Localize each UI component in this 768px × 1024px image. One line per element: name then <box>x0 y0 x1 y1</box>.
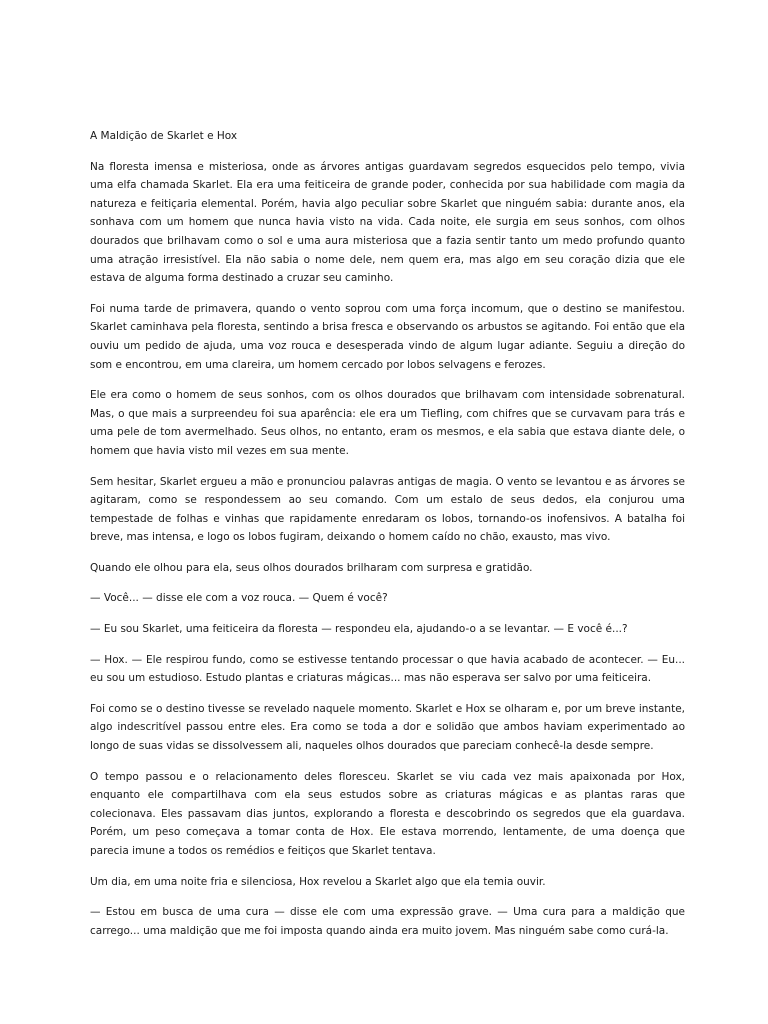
paragraph: Foi numa tarde de primavera, quando o vento soprou com uma força incomum, que o destino se manifestou. Skarlet caminhava pela floresta, sentindo a brisa fresca e observando os arbustos se agitando. Foi então que ela ouviu um pedido de ajuda, uma voz rouca e desesperada vindo de algum lugar adiante. Seguiu a direção do som e encontrou, em uma clareira, um homem cercado por lobos selvagens e ferozes. <box>90 302 685 371</box>
paragraph: Um dia, em uma noite fria e silenciosa, Hox revelou a Skarlet algo que ela temia ouvir. <box>90 875 546 888</box>
document-page <box>90 127 685 952</box>
paragraph: — Você... — disse ele com a voz rouca. — Quem é você? <box>90 592 388 605</box>
paragraph: — Eu sou Skarlet, uma feiticeira da floresta — respondeu ela, ajudando-o a se levantar. — E você é...? <box>90 623 628 636</box>
paragraph: Na floresta imensa e misteriosa, onde as árvores antigas guardavam segredos esquecidos pelo tempo, vivia uma elfa chamada Skarlet. Ela era uma feiticeira de grande poder, conhecida por sua habilidade com magia da natureza e feitiçaria elemental. Porém, havia algo peculiar sobre Skarlet que ninguém sabia: durante anos, ela sonhava com um homem que nunca havia visto na vida. Cada noite, ele surgia em seus sonhos, com olhos dourados que brilhavam como o sol e uma aura misteriosa que a fazia sentir tanto um medo profundo quanto uma atração irresistível. Ela não sabia o nome dele, nem quem era, mas algo em seu coração dizia que ele estava de alguma forma destinado a cruzar seu caminho. <box>90 160 685 285</box>
paragraph: Quando ele olhou para ela, seus olhos dourados brilharam com surpresa e gratidão. <box>90 561 533 574</box>
paragraph: O tempo passou e o relacionamento deles floresceu. Skarlet se viu cada vez mais apaixonada por Hox, enquanto ele compartilhava com ela seus estudos sobre as criaturas mágicas e as plantas raras que colecionava. Eles passavam dias juntos, explorando a floresta e descobrindo os segredos que ela guardava. Porém, um peso começava a tomar conta de Hox. Ele estava morrendo, lentamente, de uma doença que parecia imune a todos os remédios e feitiços que Skarlet tentava. <box>90 770 685 857</box>
paragraph: — Hox. — Ele respirou fundo, como se estivesse tentando processar o que havia acabado de acontecer. — Eu... eu sou um estudioso. Estudo plantas e criaturas mágicas... mas não esperava ser salvo por uma feiticeira. <box>90 653 685 685</box>
paragraph: Ele era como o homem de seus sonhos, com os olhos dourados que brilhavam com intensidade sobrenatural. Mas, o que mais a surpreendeu foi sua aparência: ele era um Tiefling, com chifres que se curvavam para trás e uma pele de tom avermelhado. Seus olhos, no entanto, eram os mesmos, e ela sabia que estava diante dele, o homem que havia visto mil vezes em sua mente. <box>90 389 685 457</box>
paragraph: Foi como se o destino tivesse se revelado naquele momento. Skarlet e Hox se olharam e, por um breve instante, algo indescritível passou entre eles. Era como se toda a dor e solidão que ambos haviam experimentado ao longo de suas vidas se dissolvessem ali, naqueles olhos dourados que pareciam conhecê-la desde sempre. <box>90 702 685 753</box>
document-title: A Maldição de Skarlet e Hox <box>90 130 238 142</box>
paragraph: Sem hesitar, Skarlet ergueu a mão e pronunciou palavras antigas de magia. O vento se levantou e as árvores se agitaram, como se respondessem ao seu comando. Com um estalo de seus dedos, ela conjurou uma tempestade de folhas e vinhas que rapidamente enredaram os lobos, tornando-os inofensivos. A batalha foi breve, mas intensa, e logo os lobos fugiram, deixando o homem caído no chão, exausto, mas vivo. <box>90 475 685 544</box>
paragraph: — Estou em busca de uma cura — disse ele com uma expressão grave. — Uma cura para a maldição que carrego... uma maldição que me foi imposta quando ainda era muito jovem. Mas ninguém sabe como curá-la. <box>90 906 685 937</box>
